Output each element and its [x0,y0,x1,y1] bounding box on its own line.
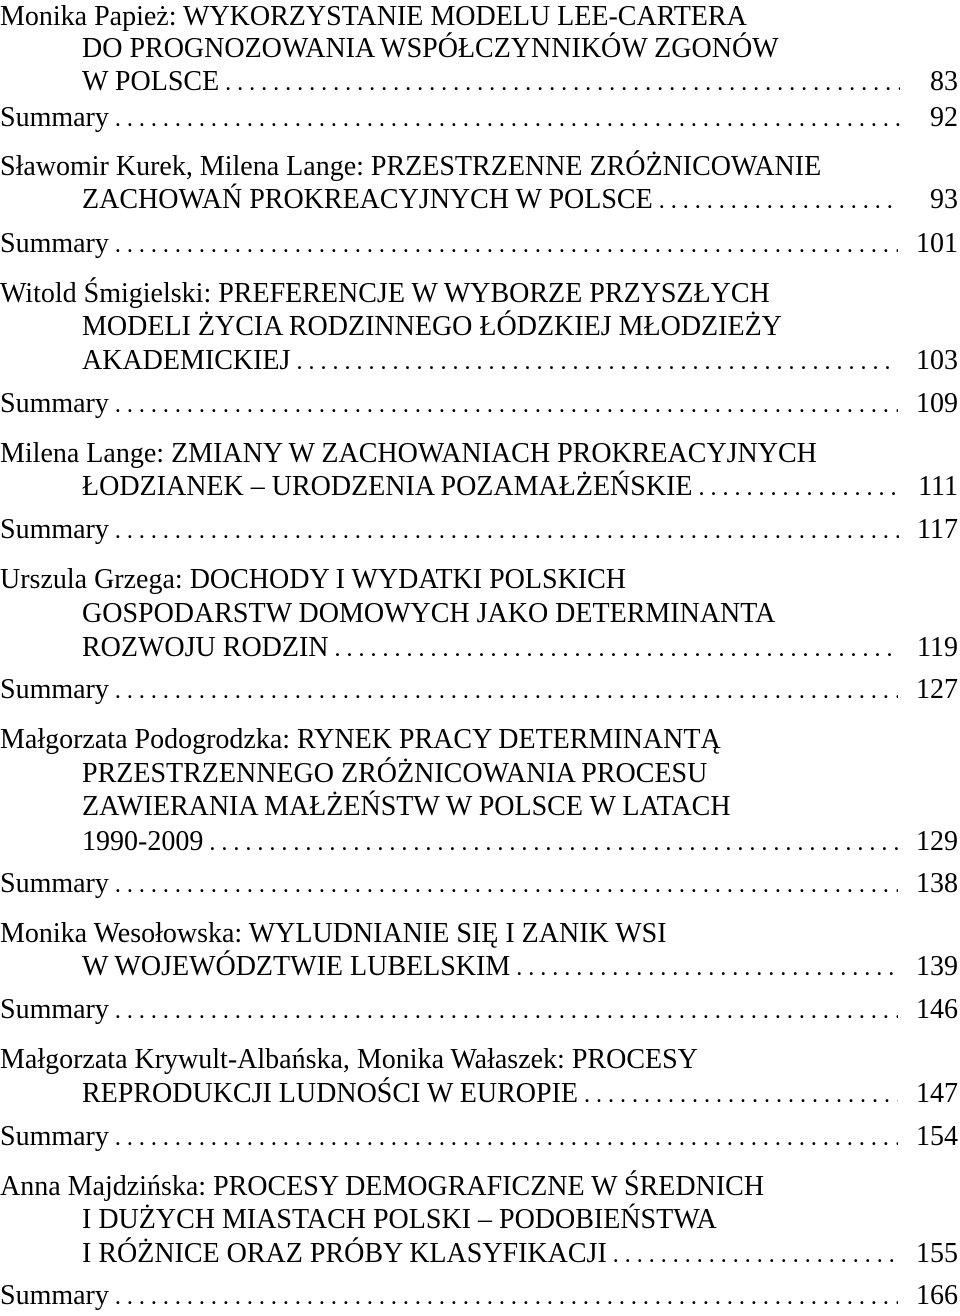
leader-dots [209,826,898,860]
entry-title-last-line[interactable] [82,950,958,984]
entry-title-line: GOSPODARSTW DOMOWYCH JAKO DETERMINANTA [82,598,776,629]
entry-title: WYKORZYSTANIE MODELU LEE-CARTERA [183,1,747,32]
leader-dots [335,632,900,666]
page-number: 147 [916,1078,958,1109]
leader-dots [115,1121,898,1155]
entry-title: AKADEMICKIEJ [82,345,291,376]
entry-title-last-line[interactable] [82,65,958,99]
page-number: 139 [916,951,958,982]
summary-label: Summary [0,1121,109,1152]
entry-author: Monika Wesołowska: [0,918,249,949]
page-number: 111 [918,471,958,502]
entry-title: ZMIANY W ZACHOWANIACH PROKREACYJNYCH [171,438,817,469]
leader-dots [516,951,898,985]
summary-line[interactable] [0,513,958,547]
leader-dots [115,1280,898,1314]
leader-dots [115,514,899,548]
leader-dots [613,1238,898,1272]
toc-entry-heading [0,917,958,951]
entry-author: Monika Papież: [0,1,184,32]
page-number: 92 [930,102,958,133]
summary-line[interactable] [0,387,958,421]
entry-author: Urszula Grzega: [0,564,190,595]
toc-entry-heading [0,0,958,34]
page-number: 155 [916,1238,958,1269]
entry-title: ZACHOWAŃ PROKREACYJNYCH W POLSCE [82,184,653,215]
entry-title: 1990-2009 [82,826,204,857]
page-number: 103 [916,345,958,376]
entry-author: Sławomir Kurek, Milena Lange: [0,151,371,182]
entry-title-last-line[interactable] [82,825,958,859]
summary-label: Summary [0,868,109,899]
entry-title: PROCESY DEMOGRAFICZNE W ŚREDNICH [213,1171,765,1202]
entry-title-line: MODELI ŻYCIA RODZINNEGO ŁÓDZKIEJ MŁODZIEŻY [82,311,782,342]
entry-title: W POLSCE [82,66,220,97]
page-number: 101 [916,228,958,259]
summary-label: Summary [0,514,109,545]
leader-dots [296,345,898,379]
entry-title-last-line[interactable] [82,631,958,665]
entry-title: PRZESTRZENNE ZRÓŻNICOWANIE [370,151,822,182]
leader-dots [115,228,898,262]
summary-label: Summary [0,102,109,133]
entry-title: ROZWOJU RODZIN [82,632,329,663]
page-number: 109 [916,388,958,419]
entry-title-line: PRZESTRZENNEGO ZRÓŻNICOWANIA PROCESU [82,758,708,789]
summary-line[interactable] [0,673,958,707]
toc-entry-heading [0,563,958,597]
leader-dots [115,102,900,136]
entry-title-last-line[interactable] [82,470,958,504]
entry-title: ŁODZIANEK – URODZENIA POZAMAŁŻEŃSKIE [82,471,693,502]
entry-title-line: DO PROGNOZOWANIA WSPÓŁCZYNNIKÓW ZGONÓW [82,33,779,64]
entry-title-last-line[interactable] [82,344,958,378]
page-number: 166 [916,1280,958,1311]
entry-title-line: I DUŻYCH MIASTACH POLSKI – PODOBIEŃSTWA [82,1204,717,1235]
page-number: 154 [916,1121,958,1152]
leader-dots [659,184,900,218]
summary-line[interactable] [0,867,958,901]
entry-title: DOCHODY I WYDATKI POLSKICH [189,564,627,595]
summary-label: Summary [0,1280,109,1311]
leader-dots [115,674,898,708]
summary-line[interactable] [0,1279,958,1313]
page-number: 93 [930,184,958,215]
entry-author: Anna Majdzińska: [0,1171,214,1202]
summary-line[interactable] [0,227,958,261]
summary-label: Summary [0,388,109,419]
page-number: 129 [916,826,958,857]
toc-entry-heading [0,1043,958,1077]
toc-entry-heading [0,723,958,757]
entry-author: Małgorzata Podogrodzka: [0,724,298,755]
entry-title: PREFERENCJE W WYBORZE PRZYSZŁYCH [218,278,770,309]
page-number: 83 [930,66,958,97]
leader-dots [115,388,898,422]
leader-dots [584,1078,898,1112]
leader-dots [115,868,898,902]
summary-label: Summary [0,674,109,705]
toc-entry-heading [0,150,958,184]
entry-title: REPRODUKCJI LUDNOŚCI W EUROPIE [82,1078,579,1109]
entry-title-last-line[interactable] [82,1237,958,1271]
entry-title-last-line[interactable] [82,1077,958,1111]
summary-line[interactable] [0,993,958,1027]
toc-entry-heading [0,1170,958,1204]
summary-line[interactable] [0,1120,958,1154]
toc-entry-heading [0,437,958,471]
entry-author: Małgorzata Krywult-Albańska, Monika Wałaszek: [0,1044,572,1075]
page-number: 138 [916,868,958,899]
entry-author: Witold Śmigielski: [0,278,219,309]
summary-label: Summary [0,228,109,259]
leader-dots [699,471,901,505]
summary-label: Summary [0,994,109,1025]
entry-title-last-line[interactable] [82,183,958,217]
entry-title: W WOJEWÓDZTWIE LUBELSKIM [82,951,511,982]
page-number: 117 [917,514,958,545]
summary-line[interactable] [0,101,958,135]
entry-author: Milena Lange: [0,438,172,469]
entry-title: I RÓŻNICE ORAZ PRÓBY KLASYFIKACJI [82,1238,607,1269]
entry-title: RYNEK PRACY DETERMINANTĄ [297,724,721,755]
entry-title: WYLUDNIANIE SIĘ I ZANIK WSI [248,918,667,949]
page-number: 146 [916,994,958,1025]
page-number: 127 [916,674,958,705]
leader-dots [115,994,898,1028]
toc-entry-heading [0,277,958,311]
page-number: 119 [917,632,958,663]
entry-title-line: ZAWIERANIA MAŁŻEŃSTW W POLSCE W LATACH [82,791,731,822]
leader-dots [225,66,900,100]
entry-title: PROCESY [571,1044,698,1075]
